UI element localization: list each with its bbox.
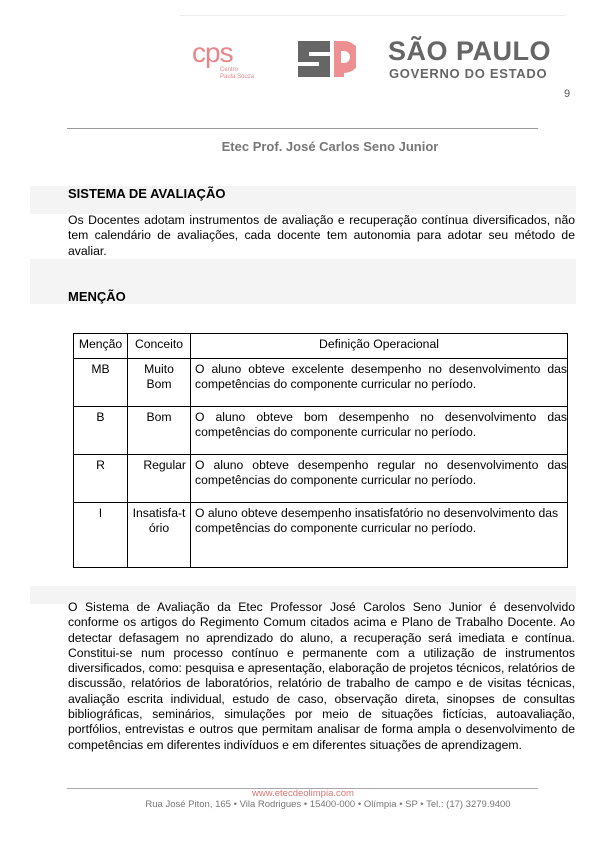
footer-url[interactable]: www.etecdeolimpia.com [252,788,354,799]
cell-conceito: Bom [128,407,191,455]
cps-logo-text: cps [192,38,233,68]
header-top-rule [180,15,565,16]
cell-definicao: O aluno obteve desempenho regular no desenvolvimento das competências do componente curricular no período. [191,455,568,503]
table-header-row [74,334,568,359]
cps-subtitle-line1: Centro [220,67,239,73]
header-conceito: Conceito [128,334,191,359]
cell-mencao: I [74,503,128,568]
sao-paulo-state-logo [296,38,356,80]
cell-definicao: O aluno obteve desempenho insatisfatório no desenvolvimento das competências do componente curricular no período. [191,503,568,568]
gov-title: SÃO PAULO [388,36,552,66]
header-mencao: Menção [74,334,128,359]
table-row [74,503,568,568]
header-definicao: Definição Operacional [191,334,568,359]
cell-definicao: O aluno obteve excelente desempenho no desenvolvimento das competências do componente curricular no período. [191,359,568,407]
cps-subtitle-line2: Paula Souza [220,74,255,80]
cell-conceito: Muito Bom [128,359,191,407]
avaliacao-paragraph: Os Docentes adotam instrumentos de avaliação e recuperação contínua diversificados, não tem calendário de avaliações, cada docente tem autonomia para adotar seu método de avaliar. [68,213,575,258]
cell-conceito: Insatisfa-tório [128,503,191,568]
footer-address: Rua José Piton, 165 • Vila Rodrigues • 15400-000 • Olímpia • SP • Tel.: (17) 3279.9400 [145,799,511,810]
cps-logo [190,38,260,80]
section-title-avaliacao: SISTEMA DE AVALIAÇÃO [68,186,226,201]
mencao-table [73,333,568,568]
gov-subtitle: GOVERNO DO ESTADO [389,66,548,81]
cell-definicao: O aluno obteve bom desempenho no desenvolvimento das competências do componente curricular no período. [191,407,568,455]
table-row [74,359,568,407]
table-row [74,407,568,455]
section-title-mencao: MENÇÃO [68,289,126,304]
cell-mencao: MB [74,359,128,407]
page-number: 9 [564,88,571,100]
school-name: Etec Prof. José Carlos Seno Junior [221,139,439,154]
table-row [74,455,568,503]
header-rule [67,128,538,129]
cell-mencao: B [74,407,128,455]
closing-paragraph: O Sistema de Avaliação da Etec Professor José Carolos Seno Junior é desenvolvido conforme os artigos do Regimento Comum citados acima e Plano de Trabalho Docente. Ao detectar defasagem no aprendizado do aluno, a recuperação será imediata e contínua. Constitui-se num processo contínuo e permanente com a utilização de instrumentos diversificados, como: pesquisa e apresentação, elaboração de projetos técnicos, relatórios de discussão, relatórios de laboratórios, relatório de trabalho de campo e de visitas técnicas, avaliação escrita individual, estudo de caso, observação direta, sinopses de consultas bibliográficas, seminários, simulações por meio de situações fictícias, autoavaliação, portfólios, entrevistas e outros que permitam analisar de forma ampla o desenvolvimento de competências em diferentes indivíduos e em diferentes situações de aprendizagem. [68,600,575,752]
cell-conceito: Regular [128,455,191,503]
cell-mencao: R [74,455,128,503]
